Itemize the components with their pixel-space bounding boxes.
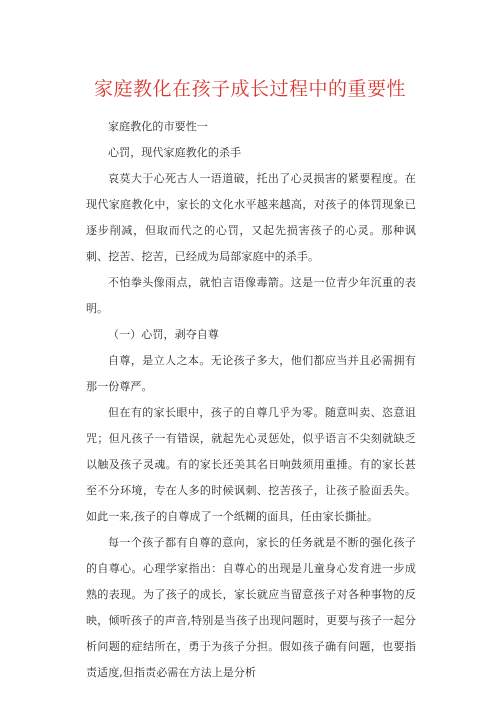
paragraph: 哀莫大于心死古人一语道破，托出了心灵损害的紧要程度。在现代家庭教化中，家长的文化水平越来越高，对孩子的体罚现象已逐步削减，但取而代之的心罚，又起先损害孩子的心灵。那种讽刺、挖苦、挖苦，已经成为局部家庭中的杀手。 (86, 172, 416, 263)
paragraph: 家庭教化的市要性一 (108, 120, 208, 133)
paragraph: 心罚，现代家庭教化的杀手 (108, 146, 242, 159)
section-heading: （一）心罚，剥夺自尊 (108, 328, 219, 341)
document-title: 家庭教化在孩子成长过程中的重要性 (93, 78, 406, 100)
paragraph: 自尊，是立人之本。无论孩子多大，他们都应当并且必需拥有那一份尊严。 (86, 354, 416, 393)
document-body (86, 114, 416, 686)
paragraph: 但在有的家长眼中，孩子的自尊几乎为零。随意叫卖、恣意诅咒；但凡孩子一有错误，就起先心灵惩处，似乎语言不尖刻就缺乏以触及孩子灵魂。有的家长还美其名日响鼓须用重捶。有的家长甚至不分环境，专在人多的时候讽刺、挖苦孩子，让孩子脸面丢失。如此一来,孩子的自尊成了一个纸糊的面具，任由家长撕扯。 (86, 406, 416, 523)
paragraph: 不怕拳头像雨点，就怕言语像毒箭。这是一位青少年沉重的表明。 (86, 276, 416, 315)
paragraph: 每一个孩子都有自尊的意向，家长的任务就是不断的强化孩子的自尊心。心理学家指出：自尊心的出现是儿童身心发育进一步成熟的表现。为了孩子的成长，家长就应当留意孩子对各种事物的反映，倾听孩子的声音,特别是当孩子出现问题时，更要与孩子一起分析问题的症结所在，勇于为孩子分担。假如孩子确有问题，也要指责适度,但指责必需在方法上是分析 (86, 536, 416, 679)
